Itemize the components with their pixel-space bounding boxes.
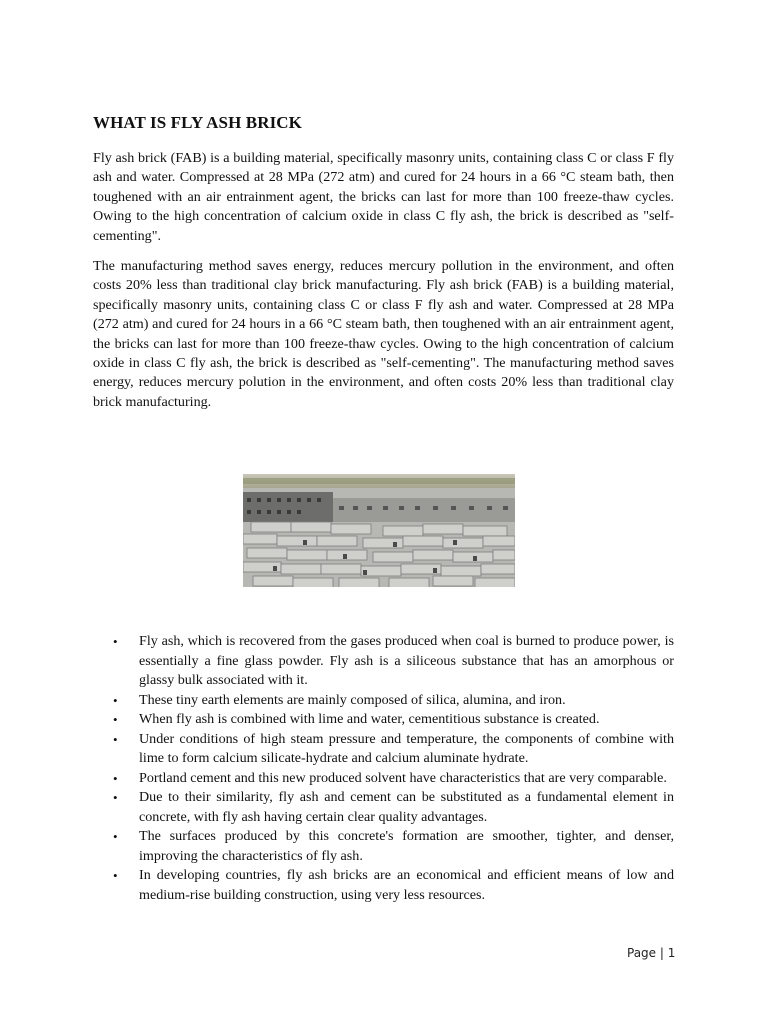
bullet-icon: • bbox=[113, 829, 118, 844]
bullet-icon: • bbox=[113, 731, 118, 747]
bullet-icon: • bbox=[113, 770, 118, 786]
list-item-text: Portland cement and this new produced solvent have characteristics that are very comparable. bbox=[139, 769, 667, 786]
list-item-text: Fly ash, which is recovered from the gases produced when coal is burned to produce power, is essentially a fine glass powder. Fly ash is a siliceous substance that has an amorphous or glassy bulk associated with it. bbox=[139, 633, 674, 688]
list-item bbox=[112, 691, 674, 711]
list-item bbox=[112, 788, 674, 827]
list-item bbox=[112, 730, 674, 769]
bullet-icon: • bbox=[113, 712, 118, 727]
list-item bbox=[112, 710, 674, 730]
paragraph-intro: Fly ash brick (FAB) is a building material, specifically masonry units, containing class C or class F fly ash and water. Compressed at 28 MPa (272 atm) and cured for 24 hours in a 66 °C steam bath, then toughened with an air entrainment agent, the bricks can last for more than 100 freeze-thaw cycles. Owing to the high concentration of calcium oxide in class C fly ash, the brick is described as "self-cementing". bbox=[93, 150, 674, 244]
fly-ash-bricks-photo bbox=[243, 474, 515, 587]
list-item bbox=[112, 827, 674, 866]
bullet-icon: • bbox=[113, 868, 118, 883]
bullet-icon: • bbox=[113, 790, 118, 805]
document-title: WHAT IS FLY ASH BRICK bbox=[93, 113, 302, 132]
bullet-icon: • bbox=[113, 692, 118, 708]
paragraph-manufacturing: The manufacturing method saves energy, reduces mercury pollution in the environment, and often costs 20% less than traditional clay brick manufacturing. Fly ash brick (FAB) is a building material, specifically masonry units, containing class C or class F fly ash and water. Compressed at 28 MPa (272 atm) and cured for 24 hours in a 66 °C steam bath, then toughened with an air entrainment agent, the bricks can last for more than 100 freeze-thaw cycles. Owing to the high concentration of calcium oxide in class C fly ash, the brick is described as "self-cementing". The manufacturing method saves energy, reduces mercury polution in the environment, and often costs 20% less than traditional clay brick manufacturing. bbox=[93, 258, 674, 410]
list-item-text: When fly ash is combined with lime and water, cementitious substance is created. bbox=[139, 711, 600, 727]
page-number: Page | 1 bbox=[627, 946, 676, 960]
list-item-text: In developing countries, fly ash bricks are an economical and efficient means of low and medium-rise building construction, using very less resources. bbox=[139, 867, 674, 903]
list-item bbox=[112, 866, 674, 905]
list-item-text: Under conditions of high steam pressure and temperature, the components of combine with lime to form calcium silicate-hydrate and calcium aluminate hydrate. bbox=[139, 730, 674, 766]
list-item bbox=[112, 632, 674, 691]
fly-ash-facts-list bbox=[112, 632, 674, 905]
bricks-image-illustration bbox=[243, 474, 515, 587]
bullet-icon: • bbox=[113, 634, 118, 649]
list-item bbox=[112, 769, 674, 789]
list-item-text: Due to their similarity, fly ash and cement can be substituted as a fundamental element in concrete, with fly ash having certain clear quality advantages. bbox=[139, 789, 674, 825]
list-item-text: These tiny earth elements are mainly composed of silica, alumina, and iron. bbox=[139, 691, 566, 708]
list-item-text: The surfaces produced by this concrete's formation are smoother, tighter, and denser, improving the characteristics of fly ash. bbox=[139, 828, 674, 864]
